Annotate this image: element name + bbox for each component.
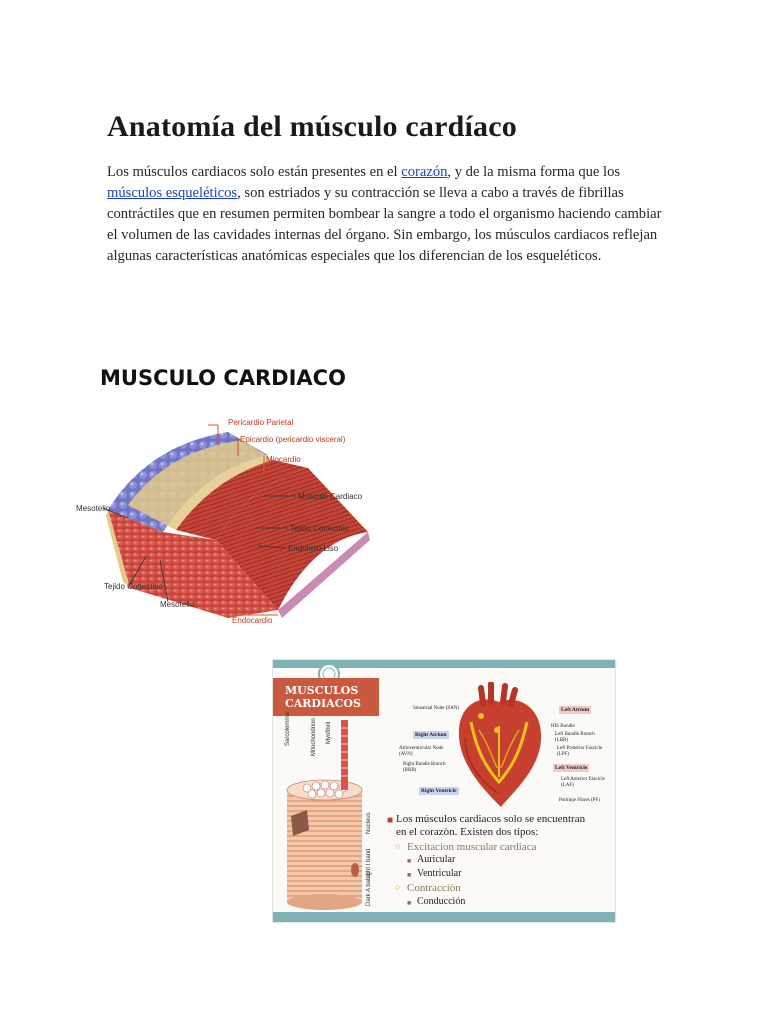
- label-avn: Atrioventricular Node (AVN): [399, 746, 444, 757]
- paragraph-text-3: , son estriados y su contracción se lleva a cabo a través de fibrillas contráctiles que en resumen permiten bombear la sangre a todo el organismo haciendo cambiar el volumen de las cavidades internas del órgano. Sin embargo, los músculos cardiacos reflejan algunas características anatómicas especiales que los diferencian de los esqueléticos.: [107, 185, 662, 264]
- label-sarcolemma: Sarcolemma: [285, 712, 291, 746]
- label-lbb: Left Bundle Branch (LBB): [555, 732, 595, 743]
- bullet-type-1-a: Auricular: [417, 854, 456, 865]
- label-san: Sinoatrial Node (SAN): [413, 706, 460, 711]
- paragraph-text-1: Los músculos cardiacos solo están presentes en el: [107, 164, 402, 180]
- label-pericardio-parietal: Pericardio Parietal: [228, 418, 294, 427]
- link-musculos-esqueleticos[interactable]: músculos esqueléticos: [107, 185, 238, 201]
- bullet-type-2-a: Conducción: [417, 896, 466, 907]
- banner-line-2: CARDIACOS: [285, 697, 361, 710]
- label-tejido-conectivo-right: Tejido Conectivo: [290, 524, 349, 533]
- label-dark-band: Dark A band: [366, 873, 372, 906]
- label-endotelio-liso: Endotelio Liso: [288, 544, 339, 553]
- label-lpf: Left Posterior Fascicle (LPF): [557, 746, 603, 757]
- label-tejido-conectivo-left: Tejido Conectivo: [104, 582, 163, 591]
- slide-title-banner: [273, 678, 379, 716]
- figure-cardiac-muscle-layers: [68, 360, 388, 635]
- bullet-red-icon: ■: [387, 815, 394, 826]
- label-mesotelio-bottom: Mesotelio: [160, 600, 195, 609]
- bullet-main-line-1: Los músculos cardiacos solo se encuentran: [396, 813, 586, 825]
- label-musculo-cardiaco: Músculo Cardiaco: [298, 492, 363, 501]
- heart-conduction-illustration: [451, 682, 547, 812]
- label-mitochondrion: Mitochondrion: [311, 718, 317, 756]
- slide-bottom-bar: [273, 912, 615, 922]
- label-right-ventricle: Right Ventricle: [421, 788, 457, 794]
- label-endocardio: Endocardio: [232, 616, 273, 625]
- muscle-fiber-cylinder: [277, 720, 377, 910]
- page-title: Anatomía del músculo cardíaco: [107, 110, 517, 143]
- label-purkinje: Purkinje Fibres (PF): [559, 798, 600, 803]
- bullet-ring-icon: ○: [395, 882, 401, 892]
- label-laf: Left Anterior Fascicle (LAF): [561, 777, 605, 788]
- bullet-type-1: Excitacion muscular cardiaca: [407, 841, 537, 853]
- bullet-main-line-2: en el corazòn. Existen dos tipos:: [396, 826, 539, 838]
- label-left-ventricle: Left Ventricle: [555, 765, 588, 771]
- bullet-type-1-b: Ventricular: [417, 868, 462, 879]
- label-rbb: Right Bundle Branch (RBB): [403, 762, 446, 773]
- label-mesotelio-left: Mesotelio: [76, 504, 111, 513]
- bullet-type-2: Contracciòn: [407, 882, 461, 894]
- bullet-ring-icon: ○: [395, 841, 401, 851]
- link-corazon[interactable]: corazón: [401, 164, 448, 180]
- label-right-atrium: Right Atrium: [415, 732, 447, 738]
- figure1-title: MUSCULO CARDIACO: [100, 366, 346, 390]
- bullet-dot-icon: ■: [407, 871, 412, 879]
- intro-paragraph: [107, 162, 667, 267]
- banner-line-1: MUSCULOS: [285, 684, 359, 697]
- label-epicardio: Epicardio (pericardio visceral): [240, 435, 346, 444]
- bullet-dot-icon: ■: [407, 857, 412, 865]
- label-light-band: Light I band: [366, 848, 372, 880]
- paragraph-text-2: , y de la misma forma que los: [447, 164, 621, 180]
- label-left-atrium: Left Atrium: [561, 707, 590, 713]
- label-myofibril: Myofibril: [326, 721, 332, 744]
- figure-musculos-cardiacos-slide: [273, 660, 615, 922]
- label-his-bundle: HIS Bundle: [551, 724, 575, 729]
- bullet-dot-icon: ■: [407, 899, 412, 907]
- label-miocardio: Miocardio: [266, 455, 301, 464]
- label-nucleus: Nucleus: [366, 812, 372, 834]
